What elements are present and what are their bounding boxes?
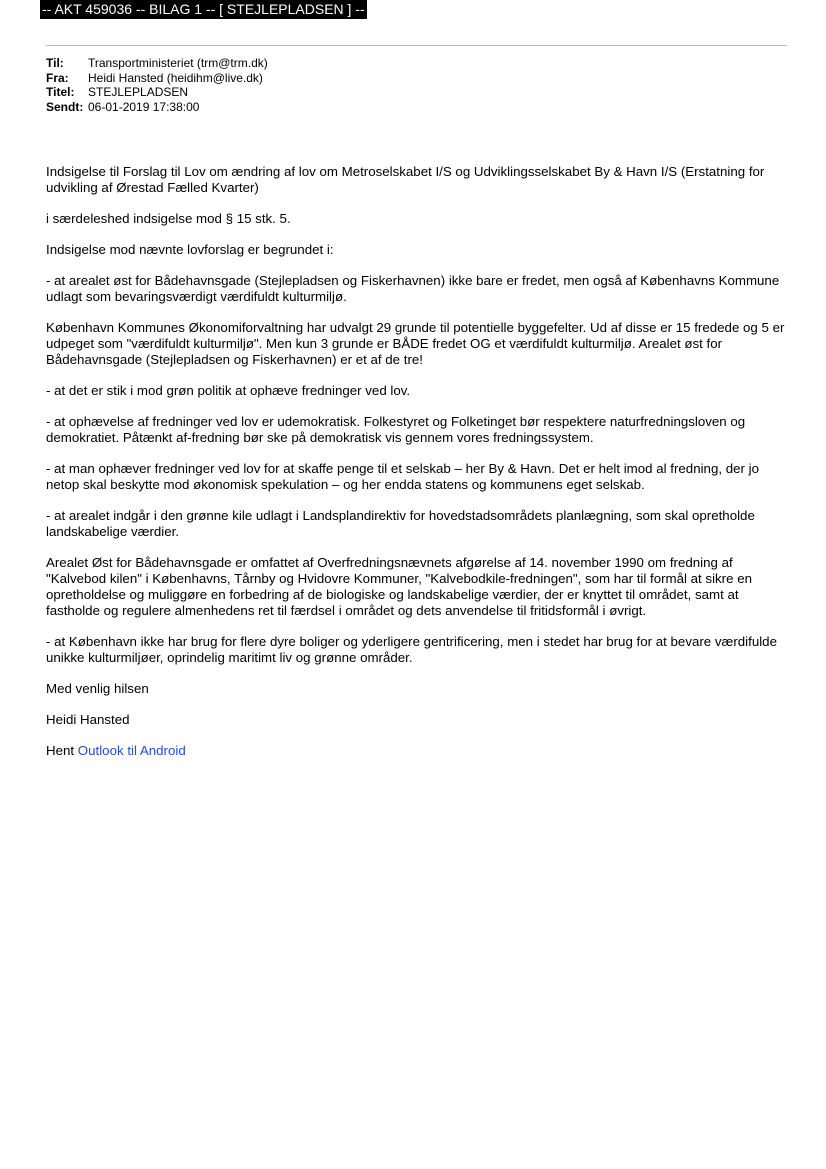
sender-signature: Heidi Hansted <box>46 712 130 727</box>
email-body <box>46 164 791 774</box>
body-paragraph: Indsigelse til Forslag til Lov om ændring af lov om Metroselskabet I/S og Udviklingsselskabet By & Havn I/S (Erstatning for udvikling af Ørestad Fælled Kvarter) <box>46 164 765 195</box>
header-divider <box>46 45 787 46</box>
body-paragraph: Arealet Øst for Bådehavnsgade er omfattet af Overfredningsnævnets afgørelse af 14. november 1990 om fredning af "Kalvebod kilen" i Københavns, Tårnby og Hvidovre Kommuner, "Kalvebodkile-fredningen", som har til formål at sikre en opretholdelse og muliggøre en forbedring af de biologiske og landskabelige værdier, der er knyttet til området, samt at fastholde og regulere almenhedens ret til færdsel i området og dets anvendelse til fritidsformål i øvrigt. <box>46 555 752 618</box>
email-header <box>46 56 268 114</box>
body-paragraph: - at arealet indgår i den grønne kile udlagt i Landsplandirektiv for hovedstadsområdets planlægning, som skal opretholde landskabelige værdier. <box>46 508 755 539</box>
body-paragraph: i særdeleshed indsigelse mod § 15 stk. 5. <box>46 211 291 226</box>
sent-label: Sendt: <box>46 99 84 114</box>
outlook-android-link[interactable]: Outlook til Android <box>77 743 186 758</box>
from-label: Fra: <box>46 70 69 85</box>
to-row <box>46 56 268 71</box>
closing-greeting: Med venlig hilsen <box>46 681 149 696</box>
sent-row <box>46 100 268 115</box>
body-paragraph: - at det er stik i mod grøn politik at ophæve fredninger ved lov. <box>46 383 411 398</box>
from-value: Heidi Hansted (heidihm@live.dk) <box>88 70 263 85</box>
document-banner: -- AKT 459036 -- BILAG 1 -- [ STEJLEPLADSEN ] -- <box>42 1 365 17</box>
body-paragraph: - at København ikke har brug for flere dyre boliger og yderligere gentrificering, men i stedet har brug for at bevare værdifulde unikke kulturmiljøer, oprindelig maritimt liv og grønne områder. <box>46 634 777 665</box>
title-value: STEJLEPLADSEN <box>88 85 189 99</box>
from-row <box>46 71 268 86</box>
title-label: Titel: <box>46 85 75 99</box>
body-paragraph: - at ophævelse af fredninger ved lov er udemokratisk. Folkestyret og Folketinget bør respektere naturfredningsloven og demokratiet. Påtænkt af-fredning bør ske på demokratisk vis gennem vores fredningssystem. <box>46 414 746 445</box>
body-paragraph: Indsigelse mod nævnte lovforslag er begrundet i: <box>46 242 334 257</box>
sent-value: 06-01-2019 17:38:00 <box>88 99 200 114</box>
body-paragraph: - at man ophæver fredninger ved lov for at skaffe penge til et selskab – her By & Havn. Det er helt imod al fredning, der jo netop skal beskytte mod økonomisk spekulation – og her endda statens og kommunens eget selskab. <box>46 461 759 492</box>
title-row <box>46 85 268 100</box>
to-value: Transportministeriet (trm@trm.dk) <box>88 56 268 70</box>
to-label: Til: <box>46 56 64 70</box>
body-paragraph: - at arealet øst for Bådehavnsgade (Stejlepladsen og Fiskerhavnen) ikke bare er fredet, men også af Københavns Kommune udlagt som bevaringsværdigt værdifuldt kulturmiljø. <box>46 273 780 304</box>
footer-line <box>46 743 791 759</box>
body-paragraph: København Kommunes Økonomiforvaltning har udvalgt 29 grunde til potentielle byggefelter. Ud af disse er 15 fredede og 5 er udpeget som "værdifuldt kulturmiljø". Men kun 3 grunde er BÅDE fredet OG et værdifuldt kulturmiljø. Arealet øst for Bådehavnsgade (Stejlepladsen og Fiskerhavnen) er et af de tre! <box>46 320 785 367</box>
footer-prefix: Hent <box>46 743 78 758</box>
